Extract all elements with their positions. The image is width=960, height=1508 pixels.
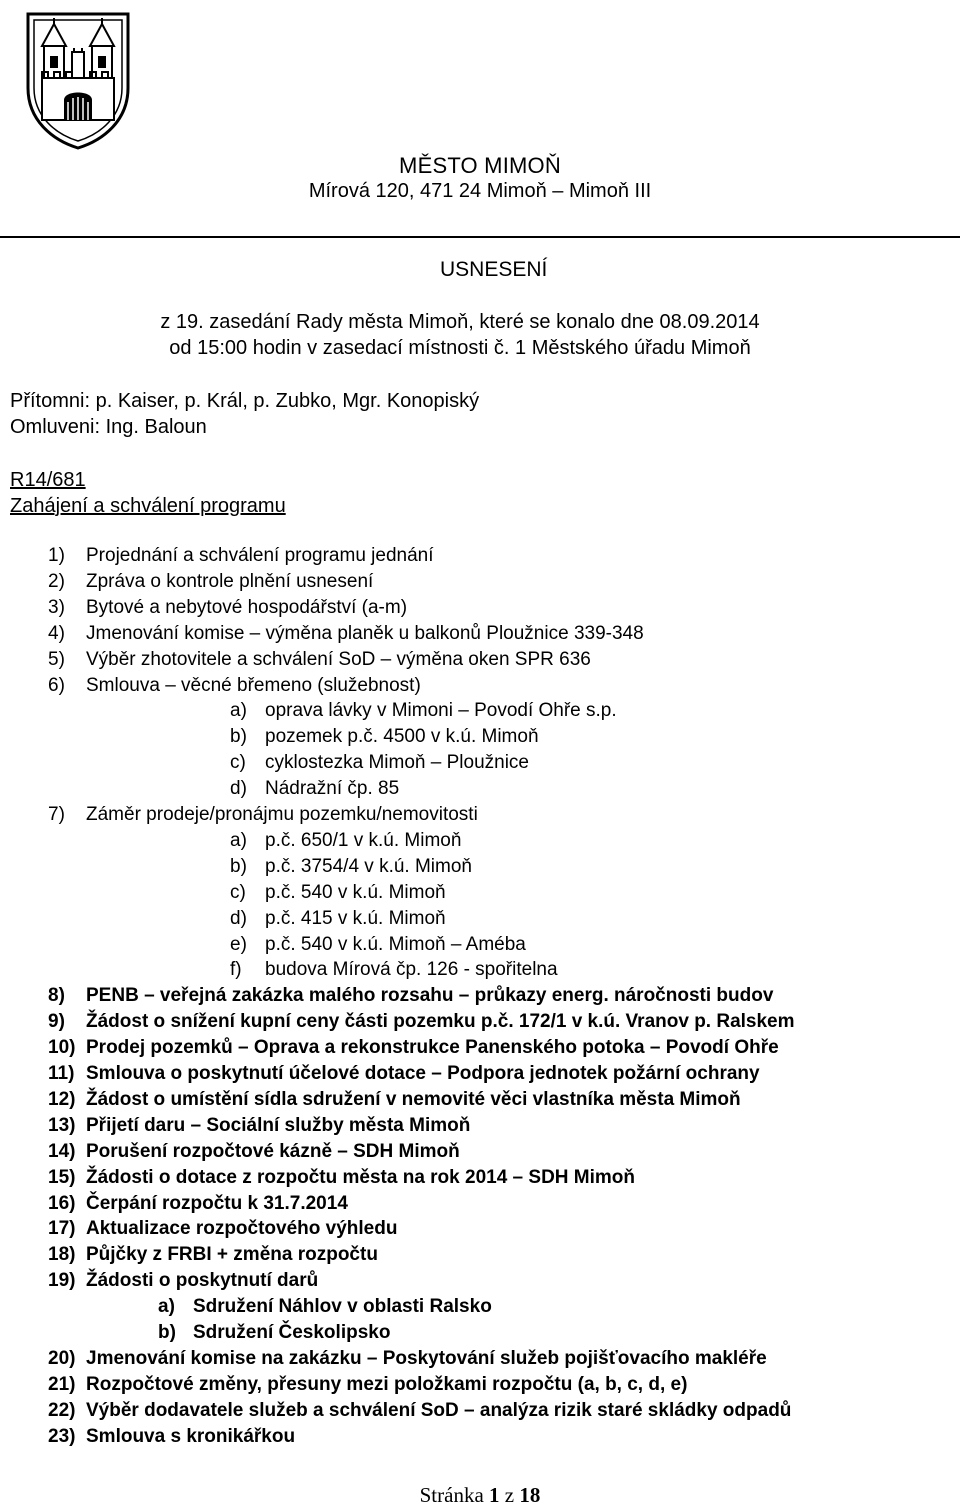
agenda-item-number: f) [230, 959, 242, 981]
agenda-item-text: p.č. 650/1 v k.ú. Mimoň [265, 829, 462, 851]
agenda-item-text: pozemek p.č. 4500 v k.ú. Mimoň [265, 726, 539, 748]
agenda-item-number: 16) [48, 1192, 76, 1214]
agenda-item-text: Smlouva – věcné břemeno (služebnost) [86, 674, 421, 696]
agenda-item-number: 10) [48, 1037, 76, 1059]
document-title: USNESENÍ [440, 258, 548, 281]
agenda-item-number: 17) [48, 1218, 76, 1240]
agenda-item-number: 5) [48, 648, 65, 670]
agenda-item-number: 11) [48, 1063, 75, 1084]
agenda-item-number: 21) [48, 1373, 76, 1395]
agenda-item-number: 20) [48, 1347, 76, 1369]
page-of: z [504, 1483, 515, 1507]
agenda-item-text: Prodej pozemků – Oprava a rekonstrukce Panenského potoka – Povodí Ohře [86, 1037, 779, 1059]
agenda-item-text: Žádosti o dotace z rozpočtu města na rok 2014 – SDH Mimoň [86, 1166, 636, 1188]
agenda-item-number: a) [158, 1296, 175, 1318]
present-members: Přítomni: p. Kaiser, p. Král, p. Zubko, Mgr. Konopiský [10, 390, 480, 412]
agenda-item-text: Přijetí daru – Sociální služby města Mimoň [86, 1114, 471, 1136]
agenda-item-text: Čerpání rozpočtu k 31.7.2014 [86, 1192, 348, 1214]
agenda-item-text: p.č. 540 v k.ú. Mimoň [265, 881, 446, 903]
agenda-item-number: 14) [48, 1140, 76, 1162]
page-current: 1 [489, 1483, 500, 1507]
agenda-item-number: 4) [48, 622, 65, 644]
page-footer [0, 1483, 960, 1508]
agenda-item-text: Žádosti o poskytnutí darů [86, 1270, 319, 1292]
agenda-item-text: Sdružení Náhlov v oblasti Ralsko [193, 1296, 492, 1318]
agenda-item-text: Výběr zhotovitele a schválení SoD – výměna oken SPR 636 [86, 648, 591, 670]
session-line-2: od 15:00 hodin v zasedací místnosti č. 1 Městského úřadu Mimoň [169, 337, 751, 359]
agenda-item-number: 19) [48, 1270, 76, 1292]
town-name: MĚSTO MIMOŇ [399, 153, 561, 178]
agenda-item-number: 18) [48, 1244, 76, 1266]
agenda-item-text: Projednání a schválení programu jednání [86, 545, 434, 566]
agenda-item-number: e) [230, 933, 247, 955]
agenda-item-text: Jmenování komise na zakázku – Poskytování služeb pojišťovacího makléře [86, 1347, 767, 1369]
agenda-item-number: a) [230, 700, 247, 722]
agenda-item-number: b) [158, 1322, 176, 1343]
agenda-item-number: 23) [48, 1425, 76, 1447]
agenda-item-number: 1) [48, 545, 65, 566]
agenda-item-text: Nádražní čp. 85 [265, 778, 400, 800]
agenda-item-text: Bytové a nebytové hospodářství (a-m) [86, 596, 408, 618]
agenda-item-number: 2) [48, 570, 65, 592]
agenda-item-text: Žádost o snížení kupní ceny části pozemku p.č. 172/1 v k.ú. Vranov p. Ralskem [86, 1011, 795, 1033]
resolution-number: R14/681 [10, 469, 86, 491]
town-address: Mírová 120, 471 24 Mimoň – Mimoň III [308, 180, 652, 202]
agenda-item-text: Porušení rozpočtové kázně – SDH Mimoň [86, 1140, 460, 1162]
agenda-item-number: 3) [48, 596, 65, 618]
agenda-item-text: oprava lávky v Mimoni – Povodí Ohře s.p. [265, 700, 617, 722]
agenda-item-text: Žádost o umístění sídla sdružení v nemovité věci vlastníka města Mimoň [86, 1088, 741, 1110]
agenda-item-number: c) [230, 752, 246, 774]
agenda-item-number: a) [230, 829, 247, 851]
agenda-item-number: 22) [48, 1399, 76, 1421]
agenda-item-number: 12) [48, 1088, 76, 1110]
agenda-item-text: Smlouva s kronikářkou [86, 1425, 296, 1447]
agenda-item-number: d) [230, 907, 247, 929]
agenda-item-number: 9) [48, 1011, 65, 1033]
agenda-item-text: PENB – veřejná zakázka malého rozsahu – průkazy energ. náročnosti budov [86, 985, 774, 1007]
agenda-item-text: Aktualizace rozpočtového výhledu [86, 1218, 398, 1240]
agenda-item-text: budova Mírová čp. 126 - spořitelna [265, 959, 558, 981]
agenda-item-number: b) [230, 726, 247, 748]
agenda-item-text: Jmenování komise – výměna planěk u balkonů Ploužnice 339-348 [86, 622, 644, 644]
agenda-item-number: 7) [48, 804, 65, 825]
agenda-item-number: 6) [48, 674, 65, 696]
page-word: Stránka [419, 1483, 484, 1507]
agenda-item-number: 13) [48, 1114, 76, 1136]
agenda-item-number: c) [230, 881, 246, 903]
agenda-item-text: p.č. 415 v k.ú. Mimoň [265, 907, 446, 929]
agenda-item-text: Půjčky z FRBI + změna rozpočtu [86, 1244, 378, 1266]
agenda-item-number: b) [230, 855, 247, 877]
agenda-item-text: Smlouva o poskytnutí účelové dotace – Podpora jednotek požární ochrany [86, 1063, 760, 1084]
agenda-item-number: d) [230, 778, 247, 800]
resolution-title: Zahájení a schválení programu [10, 495, 286, 517]
agenda-item-text: cyklostezka Mimoň – Ploužnice [265, 752, 529, 774]
agenda-item-text: Rozpočtové změny, přesuny mezi položkami rozpočtu (a, b, c, d, e) [86, 1373, 688, 1395]
agenda-item-number: 8) [48, 985, 65, 1007]
session-line-1: z 19. zasedání Rady města Mimoň, které se konalo dne 08.09.2014 [160, 311, 760, 333]
agenda-item-text: Výběr dodavatele služeb a schválení SoD – analýza rizik staré skládky odpadů [86, 1399, 792, 1421]
agenda-item-text: Sdružení Českolipsko [193, 1322, 391, 1343]
agenda-item-text: Záměr prodeje/pronájmu pozemku/nemovitosti [86, 804, 478, 825]
agenda-item-text: p.č. 540 v k.ú. Mimoň – Améba [265, 933, 526, 955]
agenda-item-text: p.č. 3754/4 v k.ú. Mimoň [265, 855, 472, 877]
agenda-item-text: Zpráva o kontrole plnění usnesení [86, 570, 374, 592]
agenda-item-number: 15) [48, 1166, 76, 1188]
page-total: 18 [519, 1483, 541, 1507]
excused-members: Omluveni: Ing. Baloun [10, 416, 207, 438]
